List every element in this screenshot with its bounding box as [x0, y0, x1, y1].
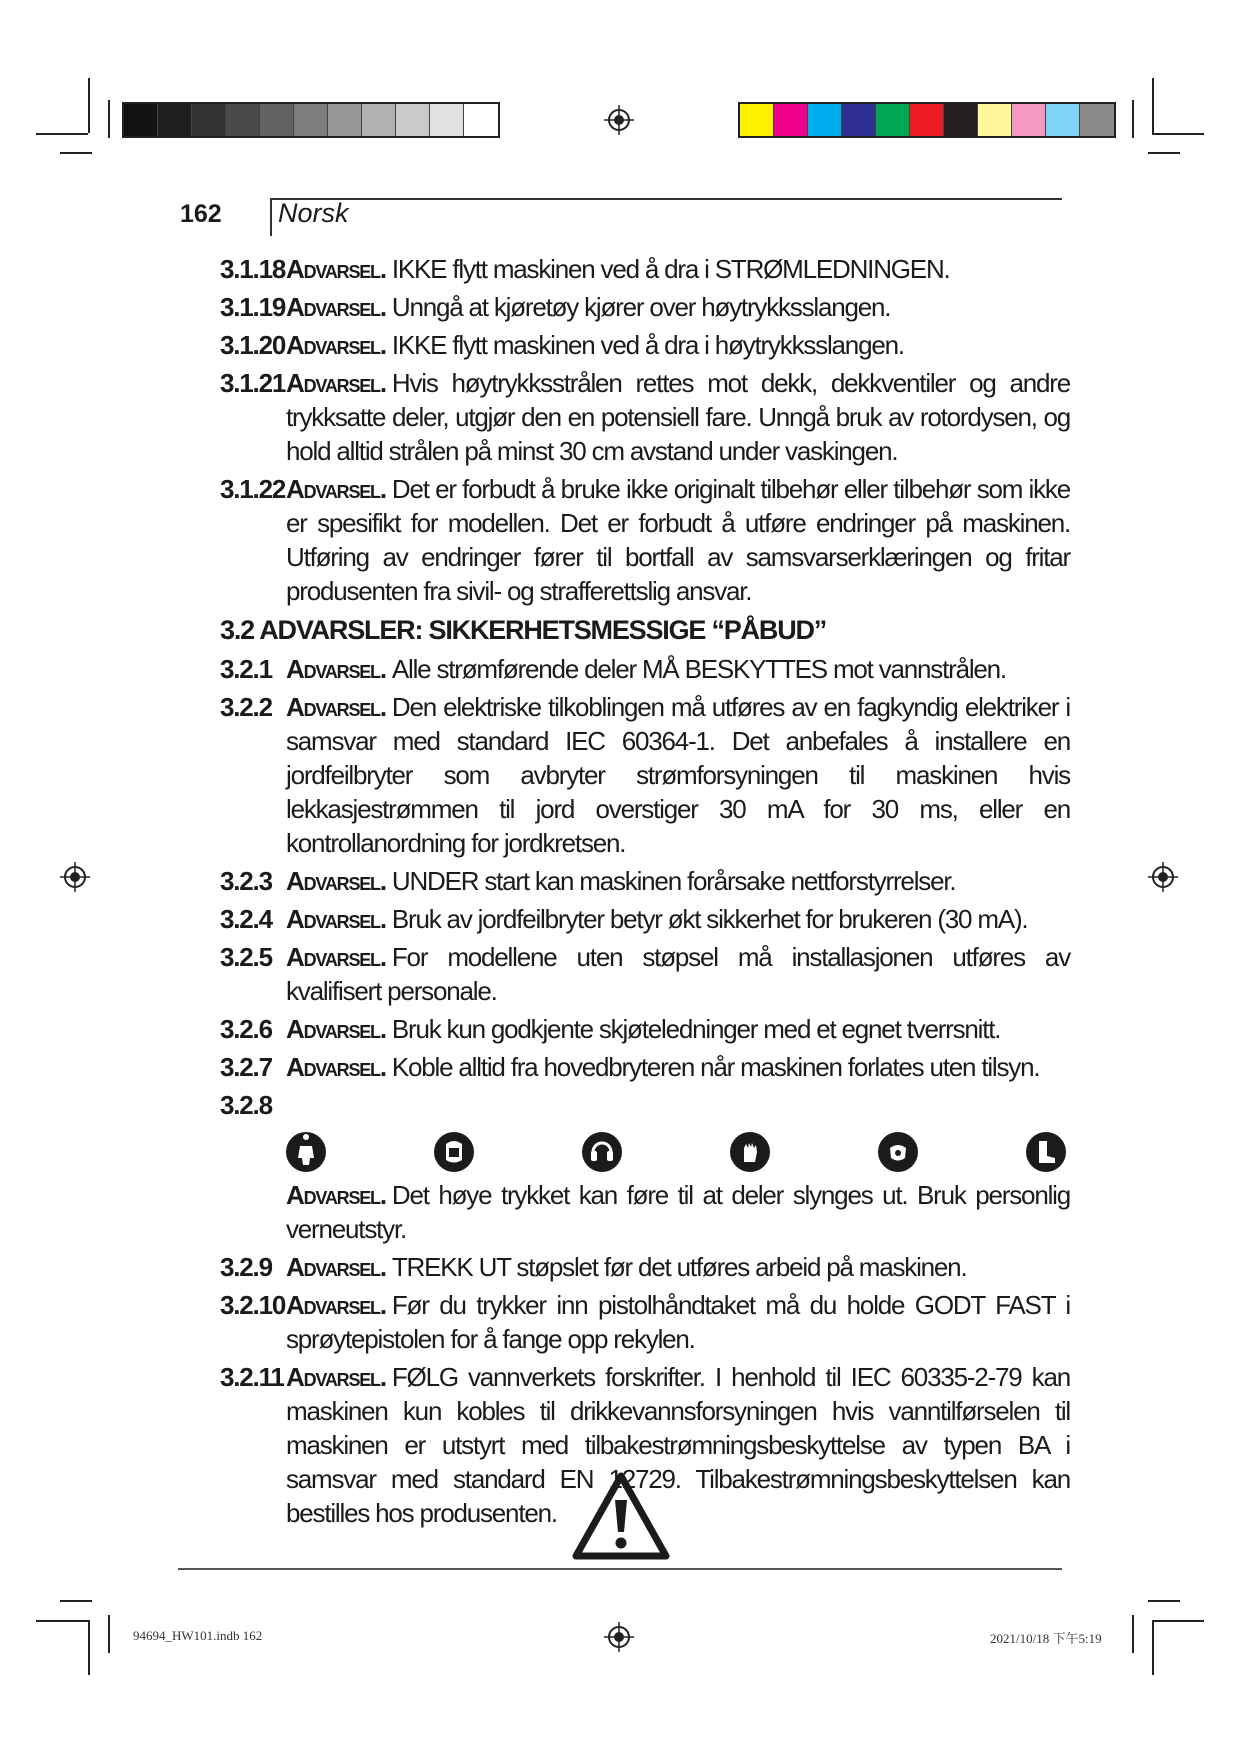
item-text: Det høye trykket kan føre til at deler slynges ut. Bruk personlig verneutstyr.	[286, 1180, 1070, 1244]
crop-mark	[1152, 1620, 1154, 1675]
ppe-icon-row	[286, 1126, 1066, 1178]
warning-triangle-icon	[571, 1470, 671, 1562]
section-heading: 3.2 ADVARSLER: SIKKERHETSMESSIGE “PÅBUD”	[220, 615, 827, 645]
item-number: 3.2.2	[220, 692, 272, 722]
item-text: Før du trykker inn pistolhåndtaket må du holde GODT FAST i sprøytepistolen for å fange opp rekylen.	[286, 1290, 1070, 1354]
item-number: 3.1.20	[220, 330, 286, 360]
crop-mark	[1132, 1615, 1134, 1653]
color-swatch	[430, 104, 464, 136]
item-text: IKKE flytt maskinen ved å dra i høytrykksslangen.	[391, 330, 904, 360]
crop-mark	[88, 78, 90, 133]
list-item	[220, 472, 1070, 608]
face-mask-icon	[878, 1132, 918, 1172]
page-number: 162	[180, 200, 222, 228]
list-item	[220, 252, 1070, 286]
color-swatch	[944, 104, 978, 136]
item-number: 3.1.19	[220, 292, 286, 322]
color-calibration-bar	[738, 102, 1116, 138]
color-swatch	[978, 104, 1012, 136]
warning-label: Advarsel.	[286, 474, 386, 504]
warning-label: Advarsel.	[286, 330, 386, 360]
grayscale-calibration-bar	[122, 102, 500, 138]
crop-mark	[1152, 133, 1204, 135]
item-number: 3.1.18	[220, 254, 286, 284]
list-item	[220, 1088, 1070, 1122]
face-shield-icon	[434, 1132, 474, 1172]
item-number: 3.2.5	[220, 942, 272, 972]
registration-mark-icon	[604, 105, 634, 135]
color-swatch	[876, 104, 910, 136]
bottom-rule	[178, 1568, 1062, 1570]
gloves-icon	[730, 1132, 770, 1172]
item-text: Bruk kun godkjente skjøteledninger med et egnet tverrsnitt.	[391, 1014, 1001, 1044]
warning-label: Advarsel.	[286, 904, 386, 934]
warning-label: Advarsel.	[286, 1180, 386, 1210]
warnings-content	[220, 252, 1070, 1534]
list-item	[220, 290, 1070, 324]
item-number: 3.2.8	[220, 1090, 272, 1120]
color-swatch	[328, 104, 362, 136]
item-text: UNDER start kan maskinen forårsake nettforstyrrelser.	[391, 866, 956, 896]
list-item	[220, 864, 1070, 898]
color-swatch	[842, 104, 876, 136]
crop-mark	[1148, 152, 1180, 154]
item-number: 3.1.21	[220, 368, 286, 398]
color-swatch	[192, 104, 226, 136]
color-swatch	[910, 104, 944, 136]
item-text: Hvis høytrykksstrålen rettes mot dekk, dekkventiler og andre trykksatte deler, utgjør den en potensiell fare. Unngå bruk av rotordysen, og hold alltid strålen på minst 30 cm avstand under vaskingen.	[286, 368, 1070, 466]
color-swatch	[396, 104, 430, 136]
item-text: IKKE flytt maskinen ved å dra i STRØMLEDNINGEN.	[391, 254, 950, 284]
item-text: Den elektriske tilkoblingen må utføres av en fagkyndig elektriker i samsvar med standard IEC 60364-1. Det anbefales å installere en jordfeilbryter som avbryter strømforsyningen til maskinen hvis lekkasjestrømmen til jord overstiger 30 mA for 30 ms, eller en kontrollanordning for jordkretsen.	[286, 692, 1070, 858]
crop-mark	[1132, 100, 1134, 138]
item-text: Koble alltid fra hovedbryteren når maskinen forlates uten tilsyn.	[391, 1052, 1040, 1082]
color-swatch	[362, 104, 396, 136]
item-text: Det er forbudt å bruke ikke originalt tilbehør eller tilbehør som ikke er spesifikt for modellen. Det er forbudt å utføre endringer på maskinen. Utføring av endringer fører til bortfall av samsvarserklæringen og fritar produsenten fra sivil- og strafferettslig ansvar.	[286, 474, 1070, 606]
color-swatch	[124, 104, 158, 136]
color-swatch	[1012, 104, 1046, 136]
color-swatch	[774, 104, 808, 136]
crop-mark	[88, 1620, 90, 1675]
protective-suit-icon	[286, 1132, 326, 1172]
crop-mark	[36, 133, 88, 135]
color-swatch	[158, 104, 192, 136]
header-divider	[270, 198, 272, 236]
list-item	[220, 690, 1070, 860]
item-number: 3.2.7	[220, 1052, 272, 1082]
color-swatch	[1080, 104, 1114, 136]
warning-label: Advarsel.	[286, 254, 386, 284]
warning-label: Advarsel.	[286, 654, 386, 684]
warning-label: Advarsel.	[286, 1014, 386, 1044]
warning-label: Advarsel.	[286, 942, 386, 972]
item-text: TREKK UT støpslet før det utføres arbeid på maskinen.	[391, 1252, 967, 1282]
list-item	[220, 1012, 1070, 1046]
crop-mark	[36, 1620, 88, 1622]
header-rule	[270, 198, 1062, 200]
color-swatch	[1046, 104, 1080, 136]
item-number: 3.2.1	[220, 654, 272, 684]
crop-mark	[60, 1600, 92, 1602]
registration-mark-icon	[604, 1622, 634, 1652]
color-swatch	[226, 104, 260, 136]
item-number: 3.1.22	[220, 474, 286, 504]
warning-label: Advarsel.	[286, 1252, 386, 1282]
item-number: 3.2.3	[220, 866, 272, 896]
list-item	[220, 940, 1070, 1008]
color-swatch	[740, 104, 774, 136]
ear-protection-icon	[582, 1132, 622, 1172]
warning-label: Advarsel.	[286, 292, 386, 322]
color-swatch	[808, 104, 842, 136]
list-item	[220, 366, 1070, 468]
registration-mark-icon	[1148, 862, 1178, 892]
warning-label: Advarsel.	[286, 866, 386, 896]
crop-mark	[108, 100, 110, 138]
warning-label: Advarsel.	[286, 1290, 386, 1320]
warning-label: Advarsel.	[286, 692, 386, 722]
list-item	[220, 902, 1070, 936]
list-item	[220, 1178, 1070, 1246]
crop-mark	[60, 152, 92, 154]
crop-mark	[1148, 1600, 1180, 1602]
registration-mark-icon	[60, 862, 90, 892]
list-item	[220, 1250, 1070, 1284]
item-text: Bruk av jordfeilbryter betyr økt sikkerhet for brukeren (30 mA).	[391, 904, 1028, 934]
color-swatch	[294, 104, 328, 136]
list-item	[220, 1288, 1070, 1356]
item-number: 3.2.6	[220, 1014, 272, 1044]
color-swatch	[464, 104, 498, 136]
item-text: FØLG vannverkets forskrifter. I henhold til IEC 60335-2-79 kan maskinen kun kobles til drikkevannsforsyningen hvis vanntilførselen til maskinen er utstyrt med tilbakestrømningsbeskyttelse av typen BA i samsvar med standard EN 12729. Tilbakestrømningsbeskyttelsen kan bestilles hos produsenten.	[286, 1362, 1070, 1528]
crop-mark	[1152, 1620, 1204, 1622]
item-number: 3.2.9	[220, 1252, 272, 1282]
item-number: 3.2.10	[220, 1290, 286, 1320]
item-number: 3.2.11	[220, 1362, 284, 1392]
warning-label: Advarsel.	[286, 1362, 386, 1392]
warning-label: Advarsel.	[286, 1052, 386, 1082]
item-text: Unngå at kjøretøy kjører over høytrykksslangen.	[391, 292, 891, 322]
item-number: 3.2.4	[220, 904, 272, 934]
warning-list-3-2	[220, 652, 1070, 1084]
section-language: Norsk	[278, 198, 349, 228]
warning-list-3-1	[220, 252, 1070, 608]
color-swatch	[260, 104, 294, 136]
print-timestamp: 2021/10/18 下午5:19	[990, 1631, 1102, 1646]
list-item	[220, 1050, 1070, 1084]
warning-label: Advarsel.	[286, 368, 386, 398]
item-text: For modellene uten støpsel må installasjonen utføres av kvalifisert personale.	[286, 942, 1070, 1006]
crop-mark	[1152, 78, 1154, 133]
list-item	[220, 328, 1070, 362]
safety-boots-icon	[1026, 1132, 1066, 1172]
item-text: Alle strømførende deler MÅ BESKYTTES mot vannstrålen.	[391, 654, 1006, 684]
crop-mark	[108, 1615, 110, 1653]
list-item	[220, 652, 1070, 686]
print-file-slug: 94694_HW101.indb 162	[133, 1628, 263, 1643]
